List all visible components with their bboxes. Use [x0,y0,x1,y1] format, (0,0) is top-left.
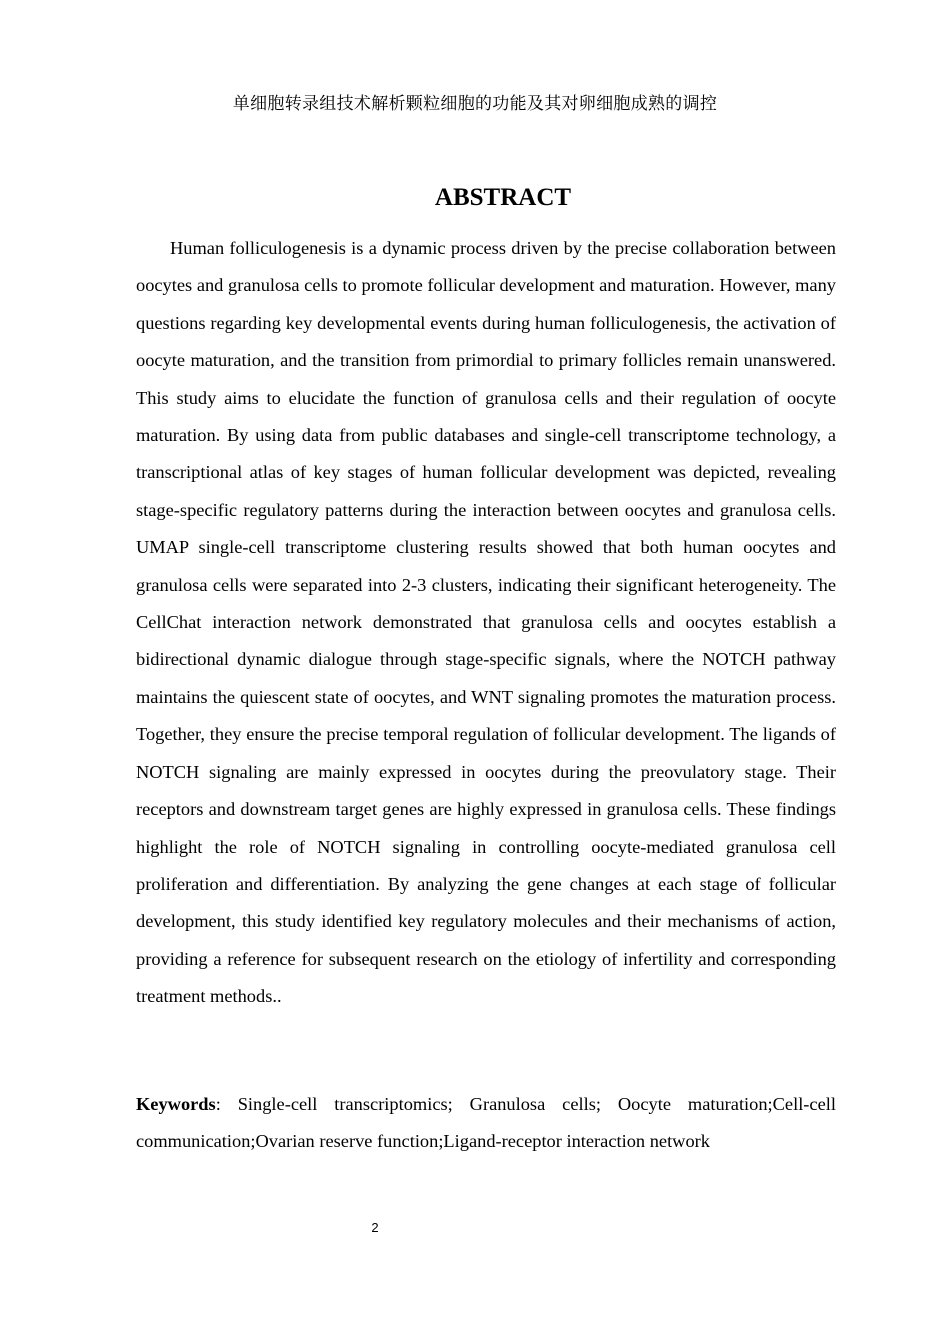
abstract-body: Human folliculogenesis is a dynamic process driven by the precise collaboration between oocytes and granulosa cells to promote follicular development and maturation. However, many questions regarding key developmental events during human folliculogenesis, the activation of oocyte maturation, and the transition from primordial to primary follicles remain unanswered. This study aims to elucidate the function of granulosa cells and their regulation of oocyte maturation. By using data from public databases and single-cell transcriptome technology, a transcriptional atlas of key stages of human follicular development was depicted, revealing stage-specific regulatory patterns during the interaction between oocytes and granulosa cells. UMAP single-cell transcriptome clustering results showed that both human oocytes and granulosa cells were separated into 2-3 clusters, indicating their significant heterogeneity. The CellChat interaction network demonstrated that granulosa cells and oocytes establish a bidirectional dynamic dialogue through stage-specific signals, where the NOTCH pathway maintains the quiescent state of oocytes, and WNT signaling promotes the maturation process. Together, they ensure the precise temporal regulation of follicular development. The ligands of NOTCH signaling are mainly expressed in oocytes during the preovulatory stage. Their receptors and downstream target genes are highly expressed in granulosa cells. These findings highlight the role of NOTCH signaling in controlling oocyte-mediated granulosa cell proliferation and differentiation. By analyzing the gene changes at each stage of follicular development, this study identified key regulatory molecules and their mechanisms of action, providing a reference for subsequent research on the etiology of infertility and corresponding treatment methods.. [136,238,836,1007]
abstract-heading: ABSTRACT [434,184,572,211]
keywords-paragraph [136,1086,836,1161]
running-header-title: 单细胞转录组技术解析颗粒细胞的功能及其对卵细胞成熟的调控 [232,94,718,114]
keywords-text: Single-cell transcriptomics; Granulosa cells; Oocyte maturation;Cell-cell communication;Ovarian reserve function;Ligand-receptor interaction network [136,1094,836,1152]
keywords-separator: : [215,1094,238,1114]
keywords-label: Keywords [136,1094,216,1114]
page-number: 2 [371,1220,379,1235]
